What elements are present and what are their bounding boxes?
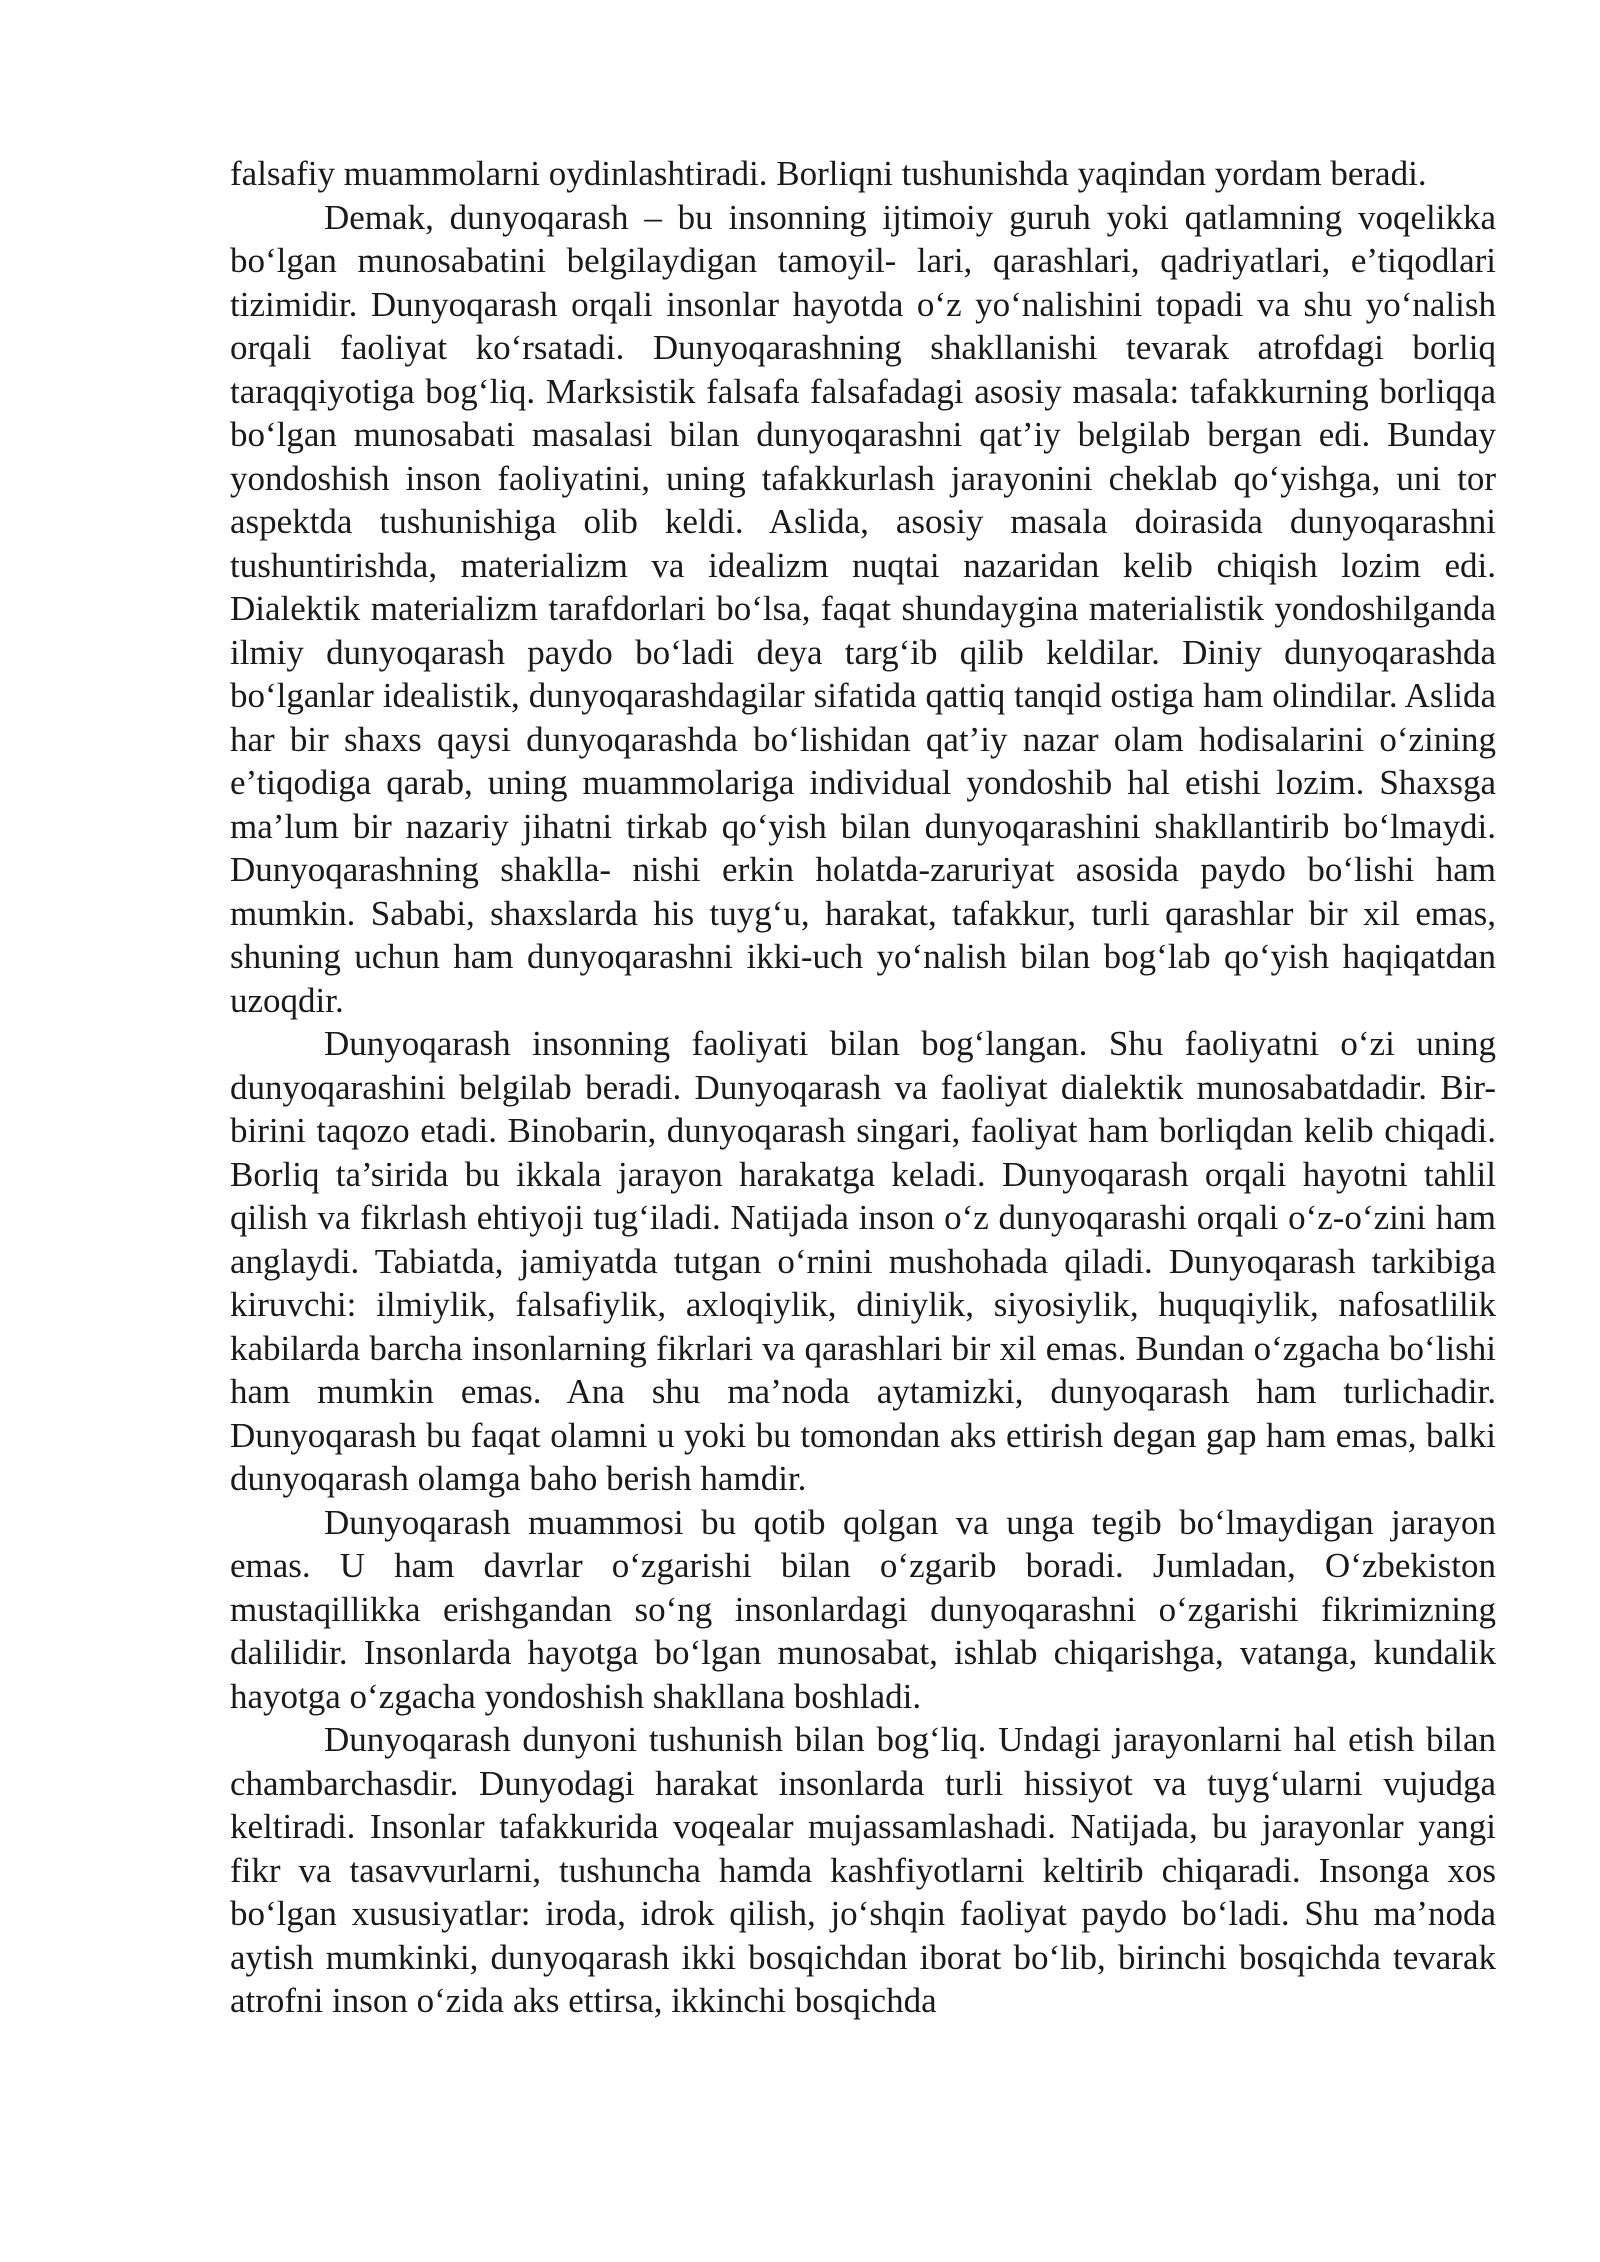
paragraph-worldview-problem: Dunyoqarash muammosi bu qotib qolgan va unga tegib bo‘lmaydigan jarayon emas. U ham davrlar o‘zgarishi bilan o‘zgarib boradi. Jumladan, O‘zbekiston mustaqillikka erishgandan so‘ng insonlardagi dunyoqarashni o‘zgarishi fikrimizning dalilidir. Insonlarda hayotga bo‘lgan munosabat, ishlab chiqarishga, vatanga, kundalik hayotga o‘zgacha yondoshish shakllana boshladi. [230,1502,1496,1716]
paragraph-worldview-definition: Demak, dunyoqarash – bu insonning ijtimoiy guruh yoki qatlamning voqelikka bo‘lgan munosabatini belgilaydigan tamoyil- lari, qarashlari, qadriyatlari, e’tiqodlari tizimidir. Dunyoqarash orqali insonlar hayotda o‘z yo‘nalishini topadi va shu yo‘nalish orqali faoliyat ko‘rsatadi. Dunyoqarashning shakllanishi tevarak atrofdagi borliq taraqqiyotiga bog‘liq. Marksistik falsafa falsafadagi asosiy masala: tafakkurning borliqqa bo‘lgan munosabati masalasi bilan dunyoqarashni qat’iy belgilab bergan edi. Bunday yondoshish inson faoliyatini, uning tafakkurlash jarayonini cheklab qo‘yishga, uni tor aspektda tushunishiga olib keldi. Aslida, asosiy masala doirasida dunyoqarashni tushuntirishda, materializm va idealizm nuqtai nazaridan kelib chiqish lozim edi. Dialektik materializm tarafdorlari bo‘lsa, faqat shundaygina materialistik yondoshilganda ilmiy dunyoqarash paydo bo‘ladi deya targ‘ib qilib keldilar. Diniy dunyoqarashda bo‘lganlar idealistik, dunyoqarashdagilar sifatida qattiq tanqid ostiga ham olindilar. Aslida har bir shaxs qaysi dunyoqarashda bo‘lishidan qat’iy nazar olam hodisalarini o‘zining e’tiqodiga qarab, uning muammolariga individual yondoshib hal etishi lozim. Shaxsga ma’lum bir nazariy jihatni tirkab qo‘yish bilan dunyoqarashini shakllantirib bo‘lmaydi. Dunyoqarashning shaklla- nishi erkin holatda-zaruriyat asosida paydo bo‘lishi ham mumkin. Sababi, shaxslarda his tuyg‘u, harakat, tafakkur, turli qarashlar bir xil emas, shuning uchun ham dunyoqarashni ikki-uch yo‘nalish bilan bog‘lab qo‘yish haqiqatdan uzoqdir. [230,197,1496,1020]
paragraph-worldview-activity: Dunyoqarash insonning faoliyati bilan bog‘langan. Shu faoliyatni o‘zi uning dunyoqarashini belgilab beradi. Dunyoqarash va faoliyat dialektik munosabatdadir. Bir-birini taqozo etadi. Binobarin, dunyoqarash singari, faoliyat ham borliqdan kelib chiqadi. Borliq ta’sirida bu ikkala jarayon harakatga keladi. Dunyoqarash orqali hayotni tahlil qilish va fikrlash ehtiyoji tug‘iladi. Natijada inson o‘z dunyoqarashi orqali o‘z-o‘zini ham anglaydi. Tabiatda, jamiyatda tutgan o‘rnini mushohada qiladi. Dunyoqarash tarkibiga kiruvchi: ilmiylik, falsafiylik, axloqiylik, diniylik, siyosiylik, huquqiylik, nafosatlilik kabilarda barcha insonlarning fikrlari va qarashlari bir xil emas. Bundan o‘zgacha bo‘lishi ham mumkin emas. Ana shu ma’noda aytamizki, dunyoqarash ham turlichadir. Dunyoqarash bu faqat olamni u yoki bu tomondan aks ettirish degan gap ham emas, balki dunyoqarash olamga baho berish hamdir. [230,1024,1496,1498]
document-page [230,152,1496,2023]
paragraph-continuation: falsafiy muammolarni oydinlashtiradi. Borliqni tushunishda yaqindan yordam beradi. [230,154,1427,193]
paragraph-worldview-understanding: Dunyoqarash dunyoni tushunish bilan bog‘liq. Undagi jarayonlarni hal etish bilan chambarchasdir. Dunyodagi harakat insonlarda turli hissiyot va tuyg‘ularni vujudga keltiradi. Insonlar tafakkurida voqealar mujassamlashadi. Natijada, bu jarayonlar yangi fikr va tasavvurlarni, tushuncha hamda kashfiyotlarni keltirib chiqaradi. Insonga xos bo‘lgan xususiyatlar: iroda, idrok qilish, jo‘shqin faoliyat paydo bo‘ladi. Shu ma’noda aytish mumkinki, dunyoqarash ikki bosqichdan iborat bo‘lib, birinchi bosqichda tevarak atrofni inson o‘zida aks ettirsa, ikkinchi bosqichda [230,1720,1496,2020]
